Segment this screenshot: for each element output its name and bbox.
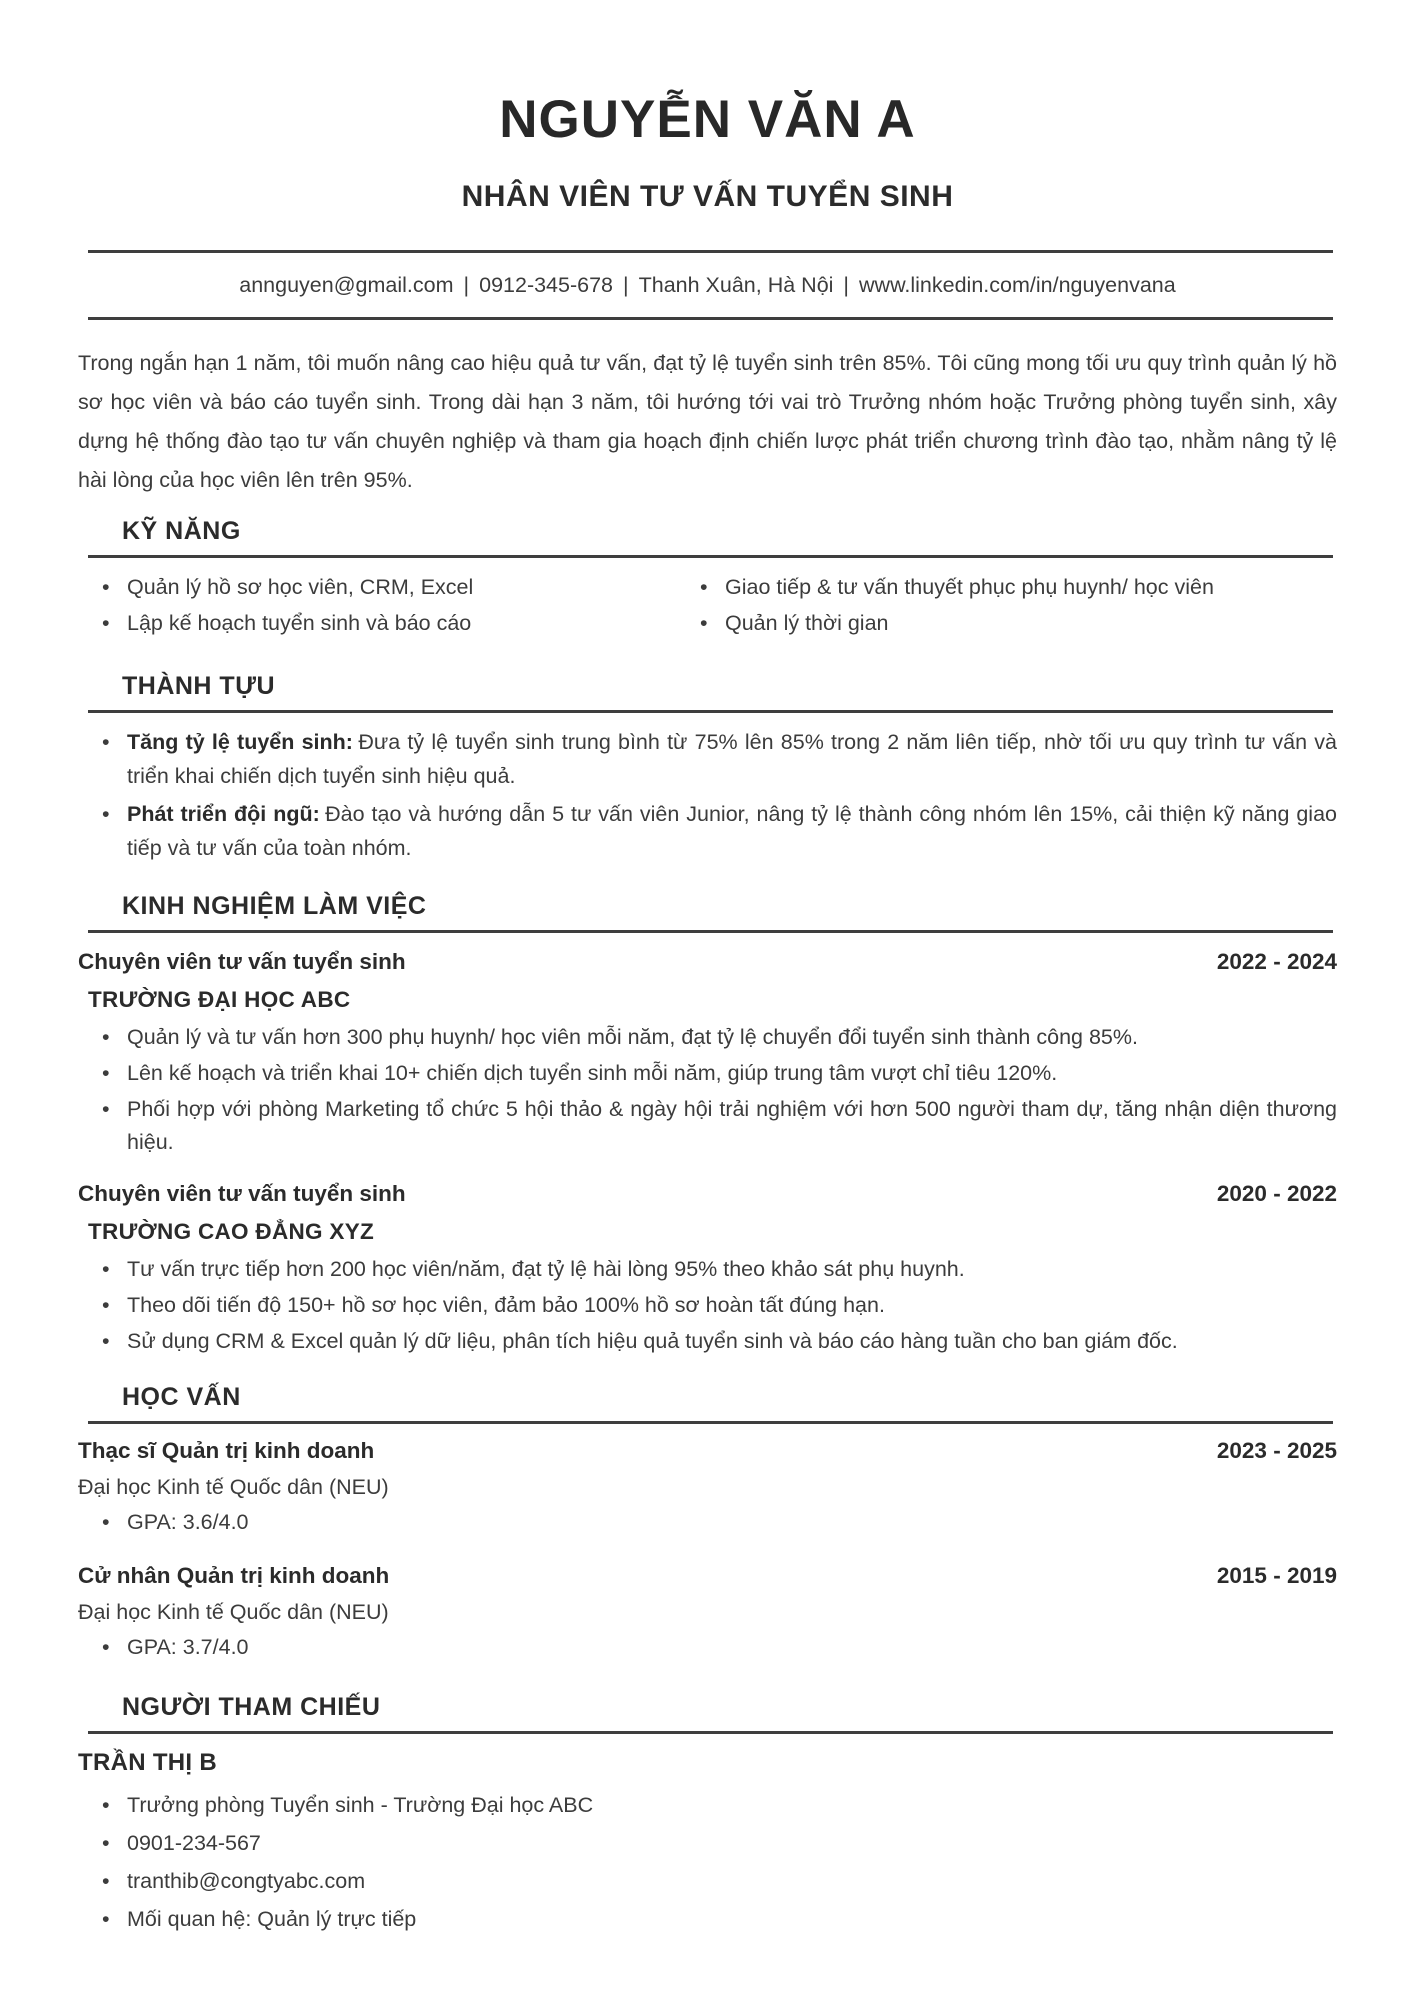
section-underline: [88, 555, 1333, 558]
gpa-list: [78, 1506, 1337, 1539]
job-bullet-list: [78, 1021, 1337, 1159]
contact-separator: |: [463, 273, 470, 297]
contact-separator: |: [843, 273, 850, 297]
skill-item: • Giao tiếp & tư vấn thuyết phục phụ huynh/ học viên: [676, 569, 1337, 605]
reference-detail: • Trưởng phòng Tuyển sinh - Trường Đại học ABC: [78, 1787, 1337, 1823]
job-bullet: • Phối hợp với phòng Marketing tổ chức 5 hội thảo & ngày hội trải nghiệm với hơn 500 người tham dự, tăng nhận diện thương hiệu.: [78, 1093, 1337, 1159]
achievements-list: [78, 725, 1337, 865]
contact-line: [78, 253, 1337, 317]
reference-detail-list: [78, 1787, 1337, 1937]
skill-item: • Quản lý hồ sơ học viên, CRM, Excel: [78, 569, 676, 605]
skills-column-2: [676, 569, 1337, 641]
skills-grid: [78, 569, 1337, 641]
gpa-item: • GPA: 3.7/4.0: [78, 1631, 1337, 1664]
section-references: [78, 1692, 1337, 1937]
degree-dates: 2015 - 2019: [1216, 1563, 1337, 1588]
job-bullet: • Theo dõi tiến độ 150+ hồ sơ học viên, đảm bảo 100% hồ sơ hoàn tất đúng hạn.: [78, 1289, 1337, 1322]
section-underline: [88, 1731, 1333, 1734]
section-achievements: [78, 671, 1337, 865]
education-degree: [78, 1434, 1337, 1539]
experience-job: [78, 1177, 1337, 1358]
contact-location: Thanh Xuân, Hà Nội: [638, 273, 834, 297]
job-company: TRƯỜNG ĐẠI HỌC ABC: [88, 987, 351, 1012]
job-header: [78, 1177, 1337, 1210]
degree-header: [78, 1559, 1337, 1592]
section-underline: [88, 930, 1333, 933]
section-underline: [88, 1421, 1333, 1424]
degree-title: Cử nhân Quản trị kinh doanh: [78, 1563, 390, 1588]
achievement-text: Đưa tỷ lệ tuyển sinh trung bình từ 75% lên 85% trong 2 năm liên tiếp, nhờ tối ưu quy trình tư vấn và triển khai chiến dịch tuyển sinh hiệu quả.: [127, 730, 1337, 788]
candidate-name: NGUYỄN VĂN A: [499, 90, 916, 149]
candidate-job-title: NHÂN VIÊN TƯ VẤN TUYỂN SINH: [461, 180, 954, 213]
contact-linkedin: www.linkedin.com/in/nguyenvana: [859, 273, 1176, 297]
skills-column-1: [78, 569, 676, 641]
section-underline: [88, 710, 1333, 713]
education-degree: [78, 1559, 1337, 1664]
contact-email: annguyen@gmail.com: [239, 273, 454, 297]
gpa-item: • GPA: 3.6/4.0: [78, 1506, 1337, 1539]
achievement-label: Tăng tỷ lệ tuyển sinh:: [127, 730, 353, 754]
reference-detail: • Mối quan hệ: Quản lý trực tiếp: [78, 1901, 1337, 1937]
job-dates: 2022 - 2024: [1216, 949, 1337, 974]
achievements-heading: THÀNH TỰU: [122, 672, 275, 700]
resume-header: [78, 88, 1337, 320]
divider-bottom: [88, 317, 1333, 320]
references-heading: NGƯỜI THAM CHIẾU: [122, 1693, 381, 1721]
experience-heading: KINH NGHIỆM LÀM VIỆC: [122, 892, 427, 920]
education-heading: HỌC VẤN: [122, 1383, 241, 1411]
achievement-item: [78, 797, 1337, 865]
skill-item: • Quản lý thời gian: [676, 605, 1337, 641]
degree-dates: 2023 - 2025: [1216, 1438, 1337, 1463]
job-dates: 2020 - 2022: [1216, 1181, 1337, 1206]
job-bullet: • Tư vấn trực tiếp hơn 200 học viên/năm, đạt tỷ lệ hài lòng 95% theo khảo sát phụ huynh.: [78, 1253, 1337, 1286]
job-title: Chuyên viên tư vấn tuyển sinh: [78, 949, 406, 974]
experience-job: [78, 945, 1337, 1159]
job-company: TRƯỜNG CAO ĐẲNG XYZ: [88, 1219, 375, 1244]
degree-school: Đại học Kinh tế Quốc dân (NEU): [78, 1475, 389, 1499]
contact-separator: |: [623, 273, 629, 297]
contact-phone: 0912-345-678: [479, 273, 614, 297]
job-bullet: • Quản lý và tư vấn hơn 300 phụ huynh/ học viên mỗi năm, đạt tỷ lệ chuyển đổi tuyển sinh thành công 85%.: [78, 1021, 1337, 1054]
job-bullet: • Sử dụng CRM & Excel quản lý dữ liệu, phân tích hiệu quả tuyển sinh và báo cáo hàng tuần cho ban giám đốc.: [78, 1325, 1337, 1358]
summary-paragraph: Trong ngắn hạn 1 năm, tôi muốn nâng cao hiệu quả tư vấn, đạt tỷ lệ tuyển sinh trên 85%. Tôi cũng mong tối ưu quy trình quản lý hồ sơ học viên và báo cáo tuyển sinh. Trong dài hạn 3 năm, tôi hướng tới vai trò Trưởng nhóm hoặc Trưởng phòng tuyển sinh, xây dựng hệ thống đào tạo tư vấn chuyên nghiệp và tham gia hoạch định chiến lược phát triển chương trình đào tạo, nhằm nâng tỷ lệ hài lòng của học viên lên trên 95%.: [78, 351, 1337, 492]
job-header: [78, 945, 1337, 978]
job-bullet: • Lên kế hoạch và triển khai 10+ chiến dịch tuyển sinh mỗi năm, giúp trung tâm vượt chỉ tiêu 120%.: [78, 1057, 1337, 1090]
reference-detail: • tranthib@congtyabc.com: [78, 1863, 1337, 1899]
reference-name: TRẦN THỊ B: [78, 1749, 217, 1776]
section-experience: [78, 891, 1337, 1358]
skill-item: • Lập kế hoạch tuyển sinh và báo cáo: [78, 605, 676, 641]
reference-detail: • 0901-234-567: [78, 1825, 1337, 1861]
achievement-label: Phát triển đội ngũ:: [127, 802, 320, 826]
job-title: Chuyên viên tư vấn tuyển sinh: [78, 1181, 406, 1206]
section-skills: [78, 516, 1337, 641]
achievement-item: [78, 725, 1337, 793]
degree-title: Thạc sĩ Quản trị kinh doanh: [78, 1438, 375, 1463]
degree-school: Đại học Kinh tế Quốc dân (NEU): [78, 1600, 389, 1624]
achievement-text: Đào tạo và hướng dẫn 5 tư vấn viên Junior, nâng tỷ lệ thành công nhóm lên 15%, cải thiện kỹ năng giao tiếp và tư vấn của toàn nhóm.: [127, 802, 1337, 860]
degree-header: [78, 1434, 1337, 1467]
job-bullet-list: [78, 1253, 1337, 1358]
gpa-list: [78, 1631, 1337, 1664]
section-education: [78, 1382, 1337, 1664]
skills-heading: KỸ NĂNG: [122, 517, 241, 545]
